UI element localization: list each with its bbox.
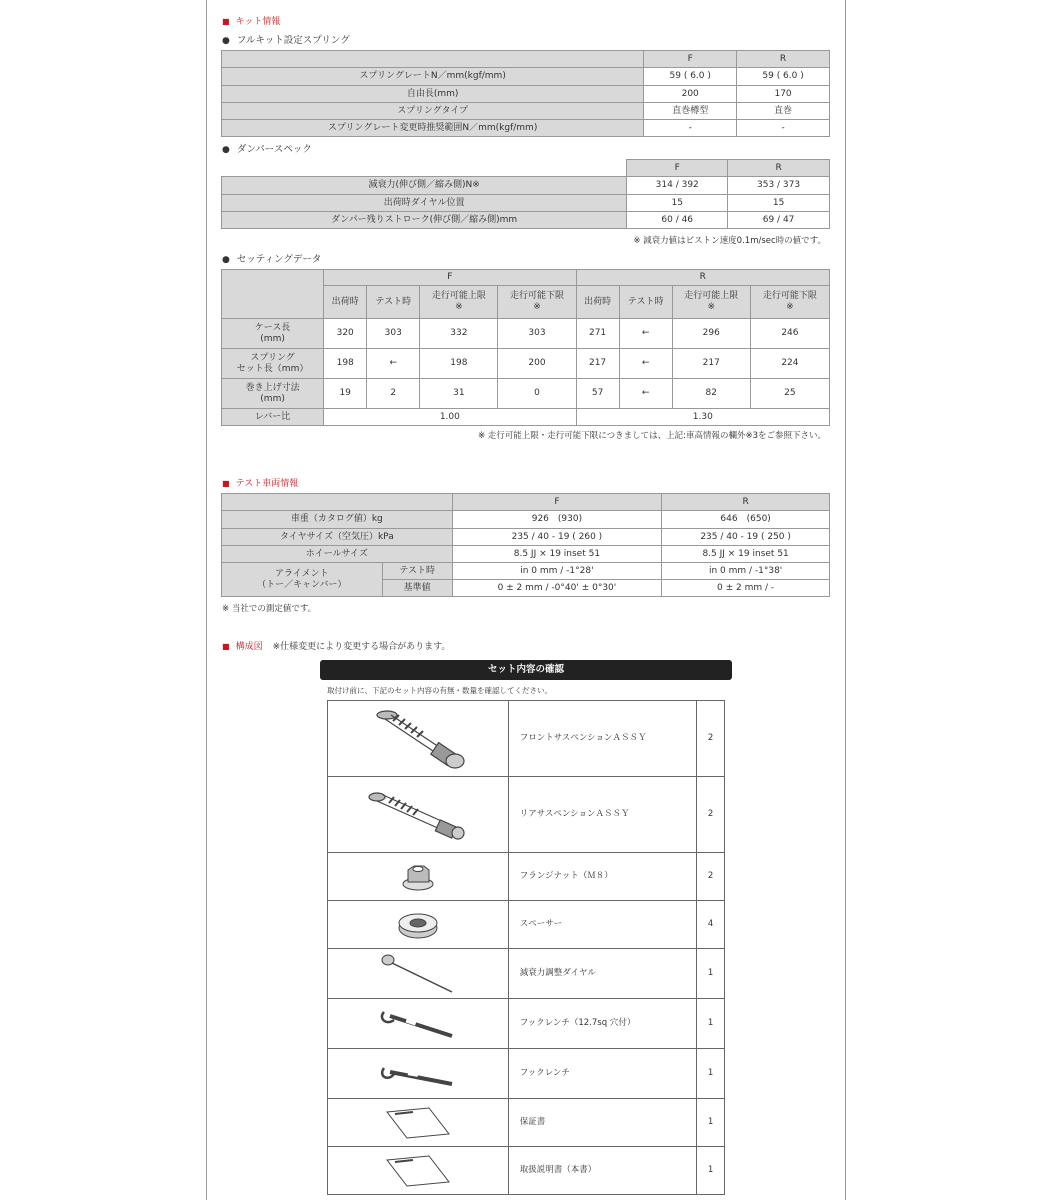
cell-r: in 0 mm / -1°38' [662, 563, 830, 580]
cell-r: 15 [728, 195, 830, 212]
row-label: 車重（カタログ値）kg [222, 511, 453, 529]
subcol-lower: 走行可能下限 ※ [498, 286, 576, 319]
bullet-icon: ● [222, 145, 230, 155]
cell: ← [619, 349, 672, 379]
part-qty: 1 [697, 949, 725, 999]
part-name: リアサスペンションＡＳＳＹ [508, 777, 696, 853]
subcol-upper: 走行可能上限 ※ [672, 286, 750, 319]
front-suspension-icon [363, 703, 473, 775]
flange-nut-icon [398, 860, 438, 894]
cell-r: 646 (650) [662, 511, 830, 529]
cell: 224 [750, 349, 829, 379]
red-square-icon: ■ [222, 17, 230, 26]
cell-f: 926 (930) [452, 511, 662, 529]
subcol-shipping: 出荷時 [324, 286, 367, 319]
cell: ← [367, 349, 420, 379]
col-f: F [627, 160, 728, 177]
cell-f: 314 / 392 [627, 177, 728, 195]
row-label: 自由長(mm) [222, 86, 644, 103]
part-name: スペーサー [508, 901, 696, 949]
warranty-card-icon [383, 1106, 453, 1140]
part-qty: 1 [697, 999, 725, 1049]
damper-title: ● ダンパースペック [222, 144, 312, 155]
sub-label: 基準値 [382, 580, 452, 597]
cell: ← [619, 379, 672, 409]
red-square-icon: ■ [222, 642, 230, 651]
col-f: F [644, 51, 737, 68]
part-image [328, 1049, 509, 1099]
cell: ← [619, 319, 672, 349]
damper-note: ※ 減衰力値はピストン速度0.1m/sec時の値です。 [633, 236, 826, 246]
subcol-lower: 走行可能下限 ※ [750, 286, 829, 319]
cell: 198 [324, 349, 367, 379]
cell: 296 [672, 319, 750, 349]
group-f: F [324, 270, 576, 286]
part-qty: 4 [697, 901, 725, 949]
part-image [328, 901, 509, 949]
cell: 2 [367, 379, 420, 409]
rear-suspension-icon [363, 779, 473, 851]
row-label: 出荷時ダイヤル位置 [222, 195, 627, 212]
cell-r: 0 ± 2 mm / - [662, 580, 830, 597]
part-qty: 1 [697, 1147, 725, 1195]
red-square-icon: ■ [222, 479, 230, 488]
row-label: ダンパー残りストローク(伸び側／縮み側)mm [222, 212, 627, 229]
part-name: 取扱説明書（本書） [508, 1147, 696, 1195]
bullet-icon: ● [222, 36, 230, 46]
subcol-test: テスト時 [367, 286, 420, 319]
left-border [206, 0, 207, 1200]
cell: 57 [576, 379, 619, 409]
test-vehicle-table [221, 493, 830, 597]
part-image [328, 1099, 509, 1147]
setting-note: ※ 走行可能上限・走行可能下限につきましては、上記:車高情報の欄外※3をご参照下さい。 [477, 431, 826, 441]
composition-header: ■ 構成図 ※仕様変更により変更する場合があります。 [222, 642, 451, 652]
cell-f: - [644, 120, 737, 137]
bullet-icon: ● [222, 255, 230, 265]
cell: 198 [420, 349, 498, 379]
part-image [328, 1147, 509, 1195]
col-r: R [662, 494, 830, 511]
cell: 217 [672, 349, 750, 379]
cell-r: 170 [737, 86, 830, 103]
cell: 246 [750, 319, 829, 349]
subcol-shipping: 出荷時 [576, 286, 619, 319]
part-image [328, 853, 509, 901]
test-vehicle-note: ※ 当社での測定値です。 [222, 604, 317, 614]
cell: 31 [420, 379, 498, 409]
setting-table [221, 269, 830, 426]
cell-r: 235 / 40 - 19 ( 250 ) [662, 529, 830, 546]
cell-f: 15 [627, 195, 728, 212]
cell-f: 8.5 JJ × 19 inset 51 [452, 546, 662, 563]
right-border [845, 0, 846, 1200]
part-name: フランジナット（Ｍ８） [508, 853, 696, 901]
cell: 82 [672, 379, 750, 409]
cell-f: 60 / 46 [627, 212, 728, 229]
spacer-icon [395, 908, 441, 942]
lever-r: 1.30 [576, 409, 829, 426]
cell-f: in 0 mm / -1°28' [452, 563, 662, 580]
col-f: F [452, 494, 662, 511]
part-image [328, 777, 509, 853]
sub-label: テスト時 [382, 563, 452, 580]
cell: 217 [576, 349, 619, 379]
row-label: スプリングタイプ [222, 103, 644, 120]
cell-f: 0 ± 2 mm / -0°40' ± 0°30' [452, 580, 662, 597]
cell: 25 [750, 379, 829, 409]
row-label: タイヤサイズ（空気圧）kPa [222, 529, 453, 546]
cell: 271 [576, 319, 619, 349]
cell-r: 8.5 JJ × 19 inset 51 [662, 546, 830, 563]
hook-wrench-icon [376, 1004, 460, 1044]
part-name: フックレンチ [508, 1049, 696, 1099]
part-qty: 2 [697, 777, 725, 853]
test-vehicle-header: ■ テスト車両情報 [222, 479, 299, 489]
cell-r: 69 / 47 [728, 212, 830, 229]
group-r: R [576, 270, 829, 286]
lever-f: 1.00 [324, 409, 576, 426]
part-qty: 1 [697, 1049, 725, 1099]
part-qty: 2 [697, 853, 725, 901]
part-qty: 2 [697, 701, 725, 777]
col-r: R [728, 160, 830, 177]
part-qty: 1 [697, 1099, 725, 1147]
subcol-test: テスト時 [619, 286, 672, 319]
manual-icon [383, 1154, 453, 1188]
cell-r: 59 ( 6.0 ) [737, 68, 830, 86]
cell: 320 [324, 319, 367, 349]
part-name: フックレンチ（12.7sq 穴付） [508, 999, 696, 1049]
cell: 200 [498, 349, 576, 379]
part-name: 減衰力調整ダイヤル [508, 949, 696, 999]
row-label: ホイールサイズ [222, 546, 453, 563]
cell: 303 [498, 319, 576, 349]
alignment-label: アライメント （トー／キャンバー） [222, 563, 383, 597]
cell-f: 59 ( 6.0 ) [644, 68, 737, 86]
cell-f: 235 / 40 - 19 ( 260 ) [452, 529, 662, 546]
cell-f: 直巻樽型 [644, 103, 737, 120]
spring-table [221, 50, 830, 137]
row-label: スプリングレート変更時推奨範囲N／mm(kgf/mm) [222, 120, 644, 137]
row-label: スプリングレートN／mm(kgf/mm) [222, 68, 644, 86]
cell: 19 [324, 379, 367, 409]
row-label: ケース長 (mm) [222, 319, 324, 349]
set-contents-title: セット内容の確認 [320, 660, 732, 680]
row-label: 減衰力(伸び側／縮み側)N※ [222, 177, 627, 195]
set-instruction: 取付け前に、下記のセット内容の有無・数量を確認してください。 [327, 686, 552, 695]
row-label: 巻き上げ寸法 (mm) [222, 379, 324, 409]
col-r: R [737, 51, 830, 68]
part-image [328, 701, 509, 777]
part-name: 保証書 [508, 1099, 696, 1147]
cell-r: 直巻 [737, 103, 830, 120]
row-label: スプリング セット長（mm） [222, 349, 324, 379]
damper-dial-icon [378, 952, 458, 996]
kit-info-header: ■ キット情報 [222, 17, 281, 27]
part-image [328, 999, 509, 1049]
row-label: レバー比 [222, 409, 324, 426]
spring-title: ● フルキット設定スプリング [222, 35, 350, 46]
cell-f: 200 [644, 86, 737, 103]
part-name: フロントサスペンションＡＳＳＹ [508, 701, 696, 777]
setting-title: ● セッティングデータ [222, 254, 322, 265]
hook-wrench-icon [376, 1054, 460, 1094]
subcol-upper: 走行可能上限 ※ [420, 286, 498, 319]
cell: 303 [367, 319, 420, 349]
cell-r: 353 / 373 [728, 177, 830, 195]
cell: 332 [420, 319, 498, 349]
part-image [328, 949, 509, 999]
cell: 0 [498, 379, 576, 409]
cell-r: - [737, 120, 830, 137]
parts-table [327, 700, 725, 1195]
damper-table [221, 159, 830, 229]
